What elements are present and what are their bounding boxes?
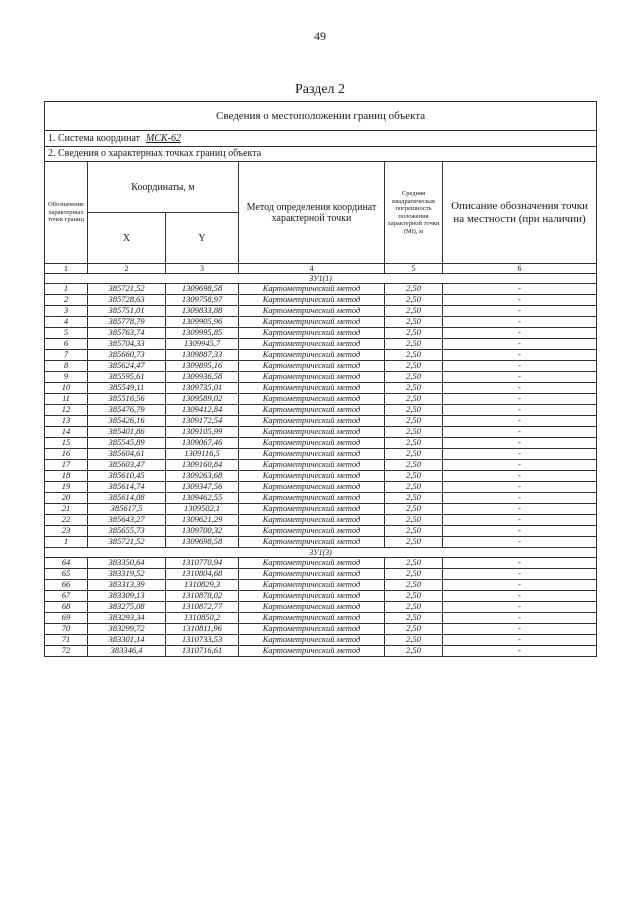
table-row bbox=[45, 493, 597, 504]
group-header-row bbox=[45, 548, 597, 558]
accuracy-cell: 2,50 bbox=[385, 361, 443, 372]
x-coordinate-cell: 385549,11 bbox=[88, 383, 166, 394]
accuracy-cell: 2,50 bbox=[385, 558, 443, 569]
x-coordinate-cell: 385516,56 bbox=[88, 394, 166, 405]
method-cell: Картометрический метод bbox=[239, 306, 385, 317]
point-id-cell: 72 bbox=[45, 646, 88, 657]
page-number: 49 bbox=[314, 29, 326, 43]
accuracy-cell: 2,50 bbox=[385, 328, 443, 339]
accuracy-cell: 2,50 bbox=[385, 635, 443, 646]
y-coordinate-cell: 1309995,85 bbox=[166, 328, 239, 339]
accuracy-cell: 2,50 bbox=[385, 460, 443, 471]
point-id-cell: 11 bbox=[45, 394, 88, 405]
method-cell: Картометрический метод bbox=[239, 416, 385, 427]
description-cell: - bbox=[443, 580, 597, 591]
method-cell: Картометрический метод bbox=[239, 471, 385, 482]
method-cell: Картометрический метод bbox=[239, 569, 385, 580]
accuracy-cell: 2,50 bbox=[385, 602, 443, 613]
accuracy-cell: 2,50 bbox=[385, 646, 443, 657]
y-coordinate-cell: 1309700,32 bbox=[166, 526, 239, 537]
y-coordinate-cell: 1310878,02 bbox=[166, 591, 239, 602]
method-cell: Картометрический метод bbox=[239, 493, 385, 504]
boundary-table bbox=[44, 101, 597, 657]
accuracy-cell: 2,50 bbox=[385, 515, 443, 526]
table-row bbox=[45, 558, 597, 569]
point-id-cell: 66 bbox=[45, 580, 88, 591]
x-coordinate-cell: 385751,01 bbox=[88, 306, 166, 317]
column-number: 3 bbox=[166, 264, 239, 274]
y-coordinate-cell: 1309412,84 bbox=[166, 405, 239, 416]
x-coordinate-cell: 385476,79 bbox=[88, 405, 166, 416]
group-header-row bbox=[45, 274, 597, 284]
table-row bbox=[45, 372, 597, 383]
point-id-cell: 23 bbox=[45, 526, 88, 537]
table-row bbox=[45, 306, 597, 317]
x-coordinate-cell: 385545,89 bbox=[88, 438, 166, 449]
method-cell: Картометрический метод bbox=[239, 591, 385, 602]
point-id-cell: 6 bbox=[45, 339, 88, 350]
x-coordinate-cell: 385721,52 bbox=[88, 284, 166, 295]
accuracy-cell: 2,50 bbox=[385, 471, 443, 482]
description-cell: - bbox=[443, 526, 597, 537]
x-coordinate-cell: 385617,5 bbox=[88, 504, 166, 515]
accuracy-cell: 2,50 bbox=[385, 613, 443, 624]
method-cell: Картометрический метод bbox=[239, 646, 385, 657]
description-cell: - bbox=[443, 460, 597, 471]
point-id-cell: 8 bbox=[45, 361, 88, 372]
point-id-cell: 20 bbox=[45, 493, 88, 504]
description-cell: - bbox=[443, 449, 597, 460]
description-cell: - bbox=[443, 350, 597, 361]
y-coordinate-cell: 1309895,16 bbox=[166, 361, 239, 372]
description-cell: - bbox=[443, 438, 597, 449]
description-cell: - bbox=[443, 405, 597, 416]
table-row bbox=[45, 635, 597, 646]
column-number: 4 bbox=[239, 264, 385, 274]
point-id-cell: 71 bbox=[45, 635, 88, 646]
method-cell: Картометрический метод bbox=[239, 394, 385, 405]
x-coordinate-cell: 383275,08 bbox=[88, 602, 166, 613]
y-coordinate-cell: 1309462,55 bbox=[166, 493, 239, 504]
point-id-cell: 67 bbox=[45, 591, 88, 602]
points-info-label: 2. Сведения о характерных точках границ объекта bbox=[45, 147, 597, 162]
method-cell: Картометрический метод bbox=[239, 295, 385, 306]
description-cell: - bbox=[443, 317, 597, 328]
point-id-cell: 13 bbox=[45, 416, 88, 427]
accuracy-cell: 2,50 bbox=[385, 394, 443, 405]
y-coordinate-cell: 1310872,77 bbox=[166, 602, 239, 613]
description-cell: - bbox=[443, 427, 597, 438]
description-cell: - bbox=[443, 383, 597, 394]
accuracy-cell: 2,50 bbox=[385, 449, 443, 460]
y-coordinate-cell: 1309263,68 bbox=[166, 471, 239, 482]
method-cell: Картометрический метод bbox=[239, 624, 385, 635]
accuracy-cell: 2,50 bbox=[385, 306, 443, 317]
accuracy-cell: 2,50 bbox=[385, 569, 443, 580]
header-description: Описание обозначения точки на местности (при наличии) bbox=[443, 162, 597, 264]
table-row bbox=[45, 350, 597, 361]
description-cell: - bbox=[443, 602, 597, 613]
method-cell: Картометрический метод bbox=[239, 460, 385, 471]
method-cell: Картометрический метод bbox=[239, 635, 385, 646]
method-cell: Картометрический метод bbox=[239, 317, 385, 328]
accuracy-cell: 2,50 bbox=[385, 493, 443, 504]
description-cell: - bbox=[443, 569, 597, 580]
table-row bbox=[45, 613, 597, 624]
description-cell: - bbox=[443, 591, 597, 602]
header-designation: Обозначение характерных точек границ bbox=[45, 162, 88, 264]
y-coordinate-cell: 1309621,29 bbox=[166, 515, 239, 526]
x-coordinate-cell: 383319,52 bbox=[88, 569, 166, 580]
y-coordinate-cell: 1309067,46 bbox=[166, 438, 239, 449]
point-id-cell: 9 bbox=[45, 372, 88, 383]
method-cell: Картометрический метод bbox=[239, 602, 385, 613]
point-id-cell: 64 bbox=[45, 558, 88, 569]
description-cell: - bbox=[443, 537, 597, 548]
x-coordinate-cell: 385595,61 bbox=[88, 372, 166, 383]
description-cell: - bbox=[443, 295, 597, 306]
method-cell: Картометрический метод bbox=[239, 339, 385, 350]
table-row bbox=[45, 394, 597, 405]
accuracy-cell: 2,50 bbox=[385, 405, 443, 416]
table-row bbox=[45, 646, 597, 657]
method-cell: Картометрический метод bbox=[239, 361, 385, 372]
method-cell: Картометрический метод bbox=[239, 427, 385, 438]
point-id-cell: 3 bbox=[45, 306, 88, 317]
table-row bbox=[45, 449, 597, 460]
x-coordinate-cell: 385610,45 bbox=[88, 471, 166, 482]
header-method: Метод определения координат характерной точки bbox=[239, 162, 385, 264]
point-id-cell: 70 bbox=[45, 624, 88, 635]
y-coordinate-cell: 1309502,1 bbox=[166, 504, 239, 515]
method-cell: Картометрический метод bbox=[239, 515, 385, 526]
y-coordinate-cell: 1309735,01 bbox=[166, 383, 239, 394]
description-cell: - bbox=[443, 361, 597, 372]
header-coordinates: Координаты, м bbox=[88, 162, 239, 213]
x-coordinate-cell: 385614,74 bbox=[88, 482, 166, 493]
table-row bbox=[45, 602, 597, 613]
column-number: 6 bbox=[443, 264, 597, 274]
point-id-cell: 68 bbox=[45, 602, 88, 613]
point-id-cell: 10 bbox=[45, 383, 88, 394]
table-row bbox=[45, 317, 597, 328]
group-name: ЗУ1(3) bbox=[45, 548, 597, 558]
column-number-row bbox=[45, 264, 597, 274]
y-coordinate-cell: 1310770,94 bbox=[166, 558, 239, 569]
y-coordinate-cell: 1309936,58 bbox=[166, 372, 239, 383]
header-x: X bbox=[88, 213, 166, 264]
method-cell: Картометрический метод bbox=[239, 284, 385, 295]
accuracy-cell: 2,50 bbox=[385, 339, 443, 350]
accuracy-cell: 2,50 bbox=[385, 504, 443, 515]
point-id-cell: 7 bbox=[45, 350, 88, 361]
y-coordinate-cell: 1309105,99 bbox=[166, 427, 239, 438]
table-row bbox=[45, 504, 597, 515]
table-row bbox=[45, 383, 597, 394]
y-coordinate-cell: 1309347,56 bbox=[166, 482, 239, 493]
table-row bbox=[45, 295, 597, 306]
accuracy-cell: 2,50 bbox=[385, 482, 443, 493]
accuracy-cell: 2,50 bbox=[385, 350, 443, 361]
coord-system-label: 1. Система координат bbox=[48, 132, 141, 144]
method-cell: Картометрический метод bbox=[239, 558, 385, 569]
description-cell: - bbox=[443, 339, 597, 350]
x-coordinate-cell: 383293,34 bbox=[88, 613, 166, 624]
description-cell: - bbox=[443, 624, 597, 635]
accuracy-cell: 2,50 bbox=[385, 372, 443, 383]
table-row bbox=[45, 339, 597, 350]
description-cell: - bbox=[443, 394, 597, 405]
description-cell: - bbox=[443, 613, 597, 624]
method-cell: Картометрический метод bbox=[239, 580, 385, 591]
description-cell: - bbox=[443, 482, 597, 493]
method-cell: Картометрический метод bbox=[239, 328, 385, 339]
table-row bbox=[45, 580, 597, 591]
x-coordinate-cell: 385655,73 bbox=[88, 526, 166, 537]
x-coordinate-cell: 385643,27 bbox=[88, 515, 166, 526]
x-coordinate-cell: 385614,08 bbox=[88, 493, 166, 504]
x-coordinate-cell: 385660,73 bbox=[88, 350, 166, 361]
table-row bbox=[45, 427, 597, 438]
x-coordinate-cell: 383301,14 bbox=[88, 635, 166, 646]
point-id-cell: 19 bbox=[45, 482, 88, 493]
method-cell: Картометрический метод bbox=[239, 482, 385, 493]
table-row bbox=[45, 416, 597, 427]
method-cell: Картометрический метод bbox=[239, 449, 385, 460]
description-cell: - bbox=[443, 504, 597, 515]
table-row bbox=[45, 624, 597, 635]
point-id-cell: 1 bbox=[45, 284, 88, 295]
table-row bbox=[45, 438, 597, 449]
y-coordinate-cell: 1310733,53 bbox=[166, 635, 239, 646]
x-coordinate-cell: 383309,13 bbox=[88, 591, 166, 602]
method-cell: Картометрический метод bbox=[239, 372, 385, 383]
point-id-cell: 5 bbox=[45, 328, 88, 339]
accuracy-cell: 2,50 bbox=[385, 284, 443, 295]
section-title: Раздел 2 bbox=[294, 82, 346, 97]
description-cell: - bbox=[443, 471, 597, 482]
description-cell: - bbox=[443, 372, 597, 383]
y-coordinate-cell: 1309160,84 bbox=[166, 460, 239, 471]
y-coordinate-cell: 1310811,96 bbox=[166, 624, 239, 635]
x-coordinate-cell: 383299,72 bbox=[88, 624, 166, 635]
y-coordinate-cell: 1309698,58 bbox=[166, 284, 239, 295]
table-row bbox=[45, 361, 597, 372]
point-id-cell: 1 bbox=[45, 537, 88, 548]
x-coordinate-cell: 385401,86 bbox=[88, 427, 166, 438]
method-cell: Картометрический метод bbox=[239, 526, 385, 537]
y-coordinate-cell: 1310716,61 bbox=[166, 646, 239, 657]
description-cell: - bbox=[443, 558, 597, 569]
y-coordinate-cell: 1309945,7 bbox=[166, 339, 239, 350]
accuracy-cell: 2,50 bbox=[385, 580, 443, 591]
accuracy-cell: 2,50 bbox=[385, 526, 443, 537]
point-id-cell: 22 bbox=[45, 515, 88, 526]
point-id-cell: 18 bbox=[45, 471, 88, 482]
y-coordinate-cell: 1309698,58 bbox=[166, 537, 239, 548]
description-cell: - bbox=[443, 646, 597, 657]
accuracy-cell: 2,50 bbox=[385, 591, 443, 602]
x-coordinate-cell: 385604,61 bbox=[88, 449, 166, 460]
method-cell: Картометрический метод bbox=[239, 438, 385, 449]
point-id-cell: 16 bbox=[45, 449, 88, 460]
x-coordinate-cell: 385778,79 bbox=[88, 317, 166, 328]
description-cell: - bbox=[443, 328, 597, 339]
group-name: ЗУ1(1) bbox=[45, 274, 597, 284]
table-row bbox=[45, 537, 597, 548]
description-cell: - bbox=[443, 416, 597, 427]
method-cell: Картометрический метод bbox=[239, 405, 385, 416]
point-id-cell: 15 bbox=[45, 438, 88, 449]
accuracy-cell: 2,50 bbox=[385, 383, 443, 394]
description-cell: - bbox=[443, 635, 597, 646]
x-coordinate-cell: 385704,33 bbox=[88, 339, 166, 350]
description-cell: - bbox=[443, 306, 597, 317]
table-title: Сведения о местоположении границ объекта bbox=[45, 102, 597, 131]
accuracy-cell: 2,50 bbox=[385, 416, 443, 427]
point-id-cell: 17 bbox=[45, 460, 88, 471]
table-row bbox=[45, 526, 597, 537]
table-row bbox=[45, 284, 597, 295]
point-id-cell: 2 bbox=[45, 295, 88, 306]
table-row bbox=[45, 482, 597, 493]
point-id-cell: 14 bbox=[45, 427, 88, 438]
method-cell: Картометрический метод bbox=[239, 383, 385, 394]
y-coordinate-cell: 1309758,97 bbox=[166, 295, 239, 306]
table-row bbox=[45, 460, 597, 471]
description-cell: - bbox=[443, 493, 597, 504]
point-id-cell: 12 bbox=[45, 405, 88, 416]
x-coordinate-cell: 385721,52 bbox=[88, 537, 166, 548]
x-coordinate-cell: 383350,64 bbox=[88, 558, 166, 569]
accuracy-cell: 2,50 bbox=[385, 317, 443, 328]
method-cell: Картометрический метод bbox=[239, 350, 385, 361]
accuracy-cell: 2,50 bbox=[385, 624, 443, 635]
description-cell: - bbox=[443, 284, 597, 295]
y-coordinate-cell: 1310850,2 bbox=[166, 613, 239, 624]
y-coordinate-cell: 1310804,68 bbox=[166, 569, 239, 580]
column-number: 5 bbox=[385, 264, 443, 274]
table-row bbox=[45, 471, 597, 482]
coord-system-row bbox=[45, 131, 597, 147]
method-cell: Картометрический метод bbox=[239, 537, 385, 548]
coord-system-value: МСК-62 bbox=[146, 132, 182, 144]
accuracy-cell: 2,50 bbox=[385, 295, 443, 306]
x-coordinate-cell: 385763,74 bbox=[88, 328, 166, 339]
table-row bbox=[45, 569, 597, 580]
column-number: 2 bbox=[88, 264, 166, 274]
table-row bbox=[45, 515, 597, 526]
y-coordinate-cell: 1309833,88 bbox=[166, 306, 239, 317]
y-coordinate-cell: 1309905,96 bbox=[166, 317, 239, 328]
x-coordinate-cell: 385603,47 bbox=[88, 460, 166, 471]
method-cell: Картометрический метод bbox=[239, 613, 385, 624]
point-id-cell: 4 bbox=[45, 317, 88, 328]
x-coordinate-cell: 383346,4 bbox=[88, 646, 166, 657]
table-row bbox=[45, 591, 597, 602]
y-coordinate-cell: 1309887,33 bbox=[166, 350, 239, 361]
method-cell: Картометрический метод bbox=[239, 504, 385, 515]
header-y: Y bbox=[166, 213, 239, 264]
y-coordinate-cell: 1309116,5 bbox=[166, 449, 239, 460]
description-cell: - bbox=[443, 515, 597, 526]
accuracy-cell: 2,50 bbox=[385, 438, 443, 449]
table-row bbox=[45, 328, 597, 339]
header-accuracy: Средняя квадратическая погрешность положения характерной точки (Mt), м bbox=[385, 162, 443, 264]
x-coordinate-cell: 385728,63 bbox=[88, 295, 166, 306]
point-id-cell: 69 bbox=[45, 613, 88, 624]
accuracy-cell: 2,50 bbox=[385, 537, 443, 548]
column-number: 1 bbox=[45, 264, 88, 274]
point-id-cell: 21 bbox=[45, 504, 88, 515]
accuracy-cell: 2,50 bbox=[385, 427, 443, 438]
y-coordinate-cell: 1309172,54 bbox=[166, 416, 239, 427]
x-coordinate-cell: 383313,39 bbox=[88, 580, 166, 591]
table-row bbox=[45, 405, 597, 416]
y-coordinate-cell: 1309589,02 bbox=[166, 394, 239, 405]
x-coordinate-cell: 385426,16 bbox=[88, 416, 166, 427]
point-id-cell: 65 bbox=[45, 569, 88, 580]
y-coordinate-cell: 1310829,3 bbox=[166, 580, 239, 591]
x-coordinate-cell: 385624,47 bbox=[88, 361, 166, 372]
